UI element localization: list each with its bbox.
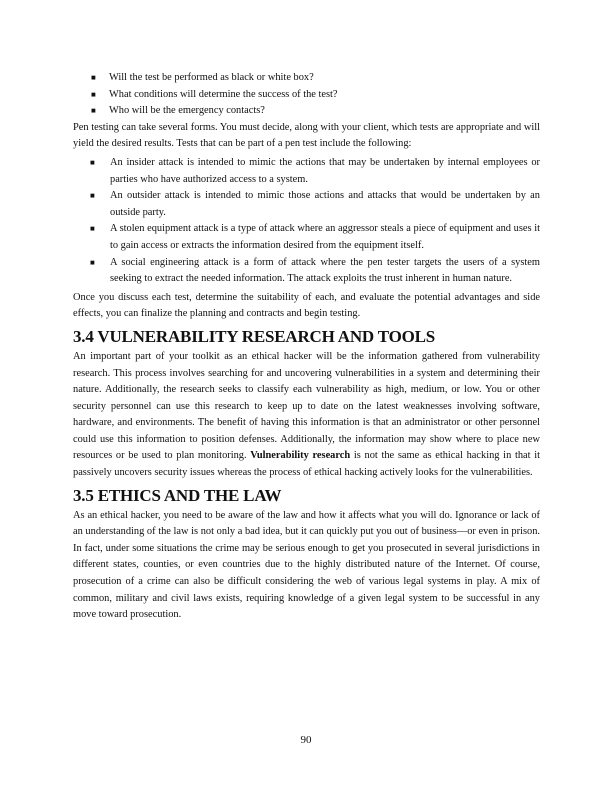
list-item: ■ Who will be the emergency contacts? xyxy=(73,103,540,120)
bullet-icon: ■ xyxy=(90,191,95,201)
bullet-icon: ■ xyxy=(90,157,95,167)
bullet-icon: ■ xyxy=(91,106,96,116)
bullet-icon: ■ xyxy=(90,257,95,267)
bullet-icon: ■ xyxy=(91,89,96,99)
section-3-4-paragraph: An important part of your toolkit as an ethical hacker will be the information gathered from vulnerability research. This process involves searching for and uncovering vulnerabilities in a system and determining their nature. Additionally, the research seeks to classify each vulnerability as high, medium, or low. You or other security personnel can use this research to keep up to date on the latest weaknesses involving software, hardware, and environments. The benefit of having this information is that an administrator or other personnel could use this information to position defenses. Additionally, the information may show where to place new resources or be used to plan monitoring. Vulnerability research is not the same as ethical hacking in that it passively uncovers security issues whereas the process of ethical hacking actively looks for the vulnerabilities. xyxy=(73,350,540,479)
section-heading-3-5: 3.5 ETHICS AND THE LAW xyxy=(73,485,282,505)
bold-term: Vulnerability research xyxy=(250,450,351,462)
list-item: ■ A stolen equipment attack is a type of attack where an aggressor steals a piece of equipment and uses it to gain access or extracts the information desired from the equipment itself. xyxy=(90,223,540,251)
intro-paragraph: Pen testing can take several forms. You must decide, along with your client, which tests are appropriate and will yield the desired results. Tests that can be part of a pen test include the following: xyxy=(73,121,540,150)
section-3-5-paragraph: As an ethical hacker, you need to be aware of the law and how it affects what you will do. Ignorance or lack of an understanding of the law is not only a bad idea, but it can quickly put you out of business—or even in prison. In fact, under some situations the crime may be serious enough to get you prosecuted in several jurisdictions in different states, counties, or even countries due to the highly distributed nature of the Internet. Of course, prosecution of a crime can also be difficult considering the web of various legal systems in play. A mix of common, military and civil laws exists, requiring knowledge of a given legal system to be successful in any move toward prosecution. xyxy=(73,509,540,621)
page-content xyxy=(73,70,540,624)
page-number: 90 xyxy=(300,734,312,746)
section-heading-3-4: 3.4 VULNERABILITY RESEARCH AND TOOLS xyxy=(73,326,436,346)
list-item: ■ An insider attack is intended to mimic the actions that may be undertaken by internal employees or parties who have authorized access to a system. xyxy=(90,156,540,185)
list-item: ■ Will the test be performed as black or white box? xyxy=(73,70,540,87)
closing-paragraph: Once you discuss each test, determine the suitability of each, and evaluate the potential advantages and side effects, you can finalize the planning and contracts and begin testing. xyxy=(73,291,540,320)
questions-list xyxy=(73,70,540,120)
list-item: ■ An outsider attack is intended to mimic those actions and attacks that would be undertaken by an outside party. xyxy=(90,190,540,218)
list-item: ■ What conditions will determine the success of the test? xyxy=(73,87,540,104)
attacks-list xyxy=(73,155,540,288)
bullet-icon: ■ xyxy=(90,224,95,234)
bullet-icon: ■ xyxy=(91,73,96,82)
list-item: ■ A social engineering attack is a form of attack where the pen tester targets the users of a system seeking to extract the needed information. The attack exploits the trust inherent in human nature. xyxy=(90,256,540,285)
